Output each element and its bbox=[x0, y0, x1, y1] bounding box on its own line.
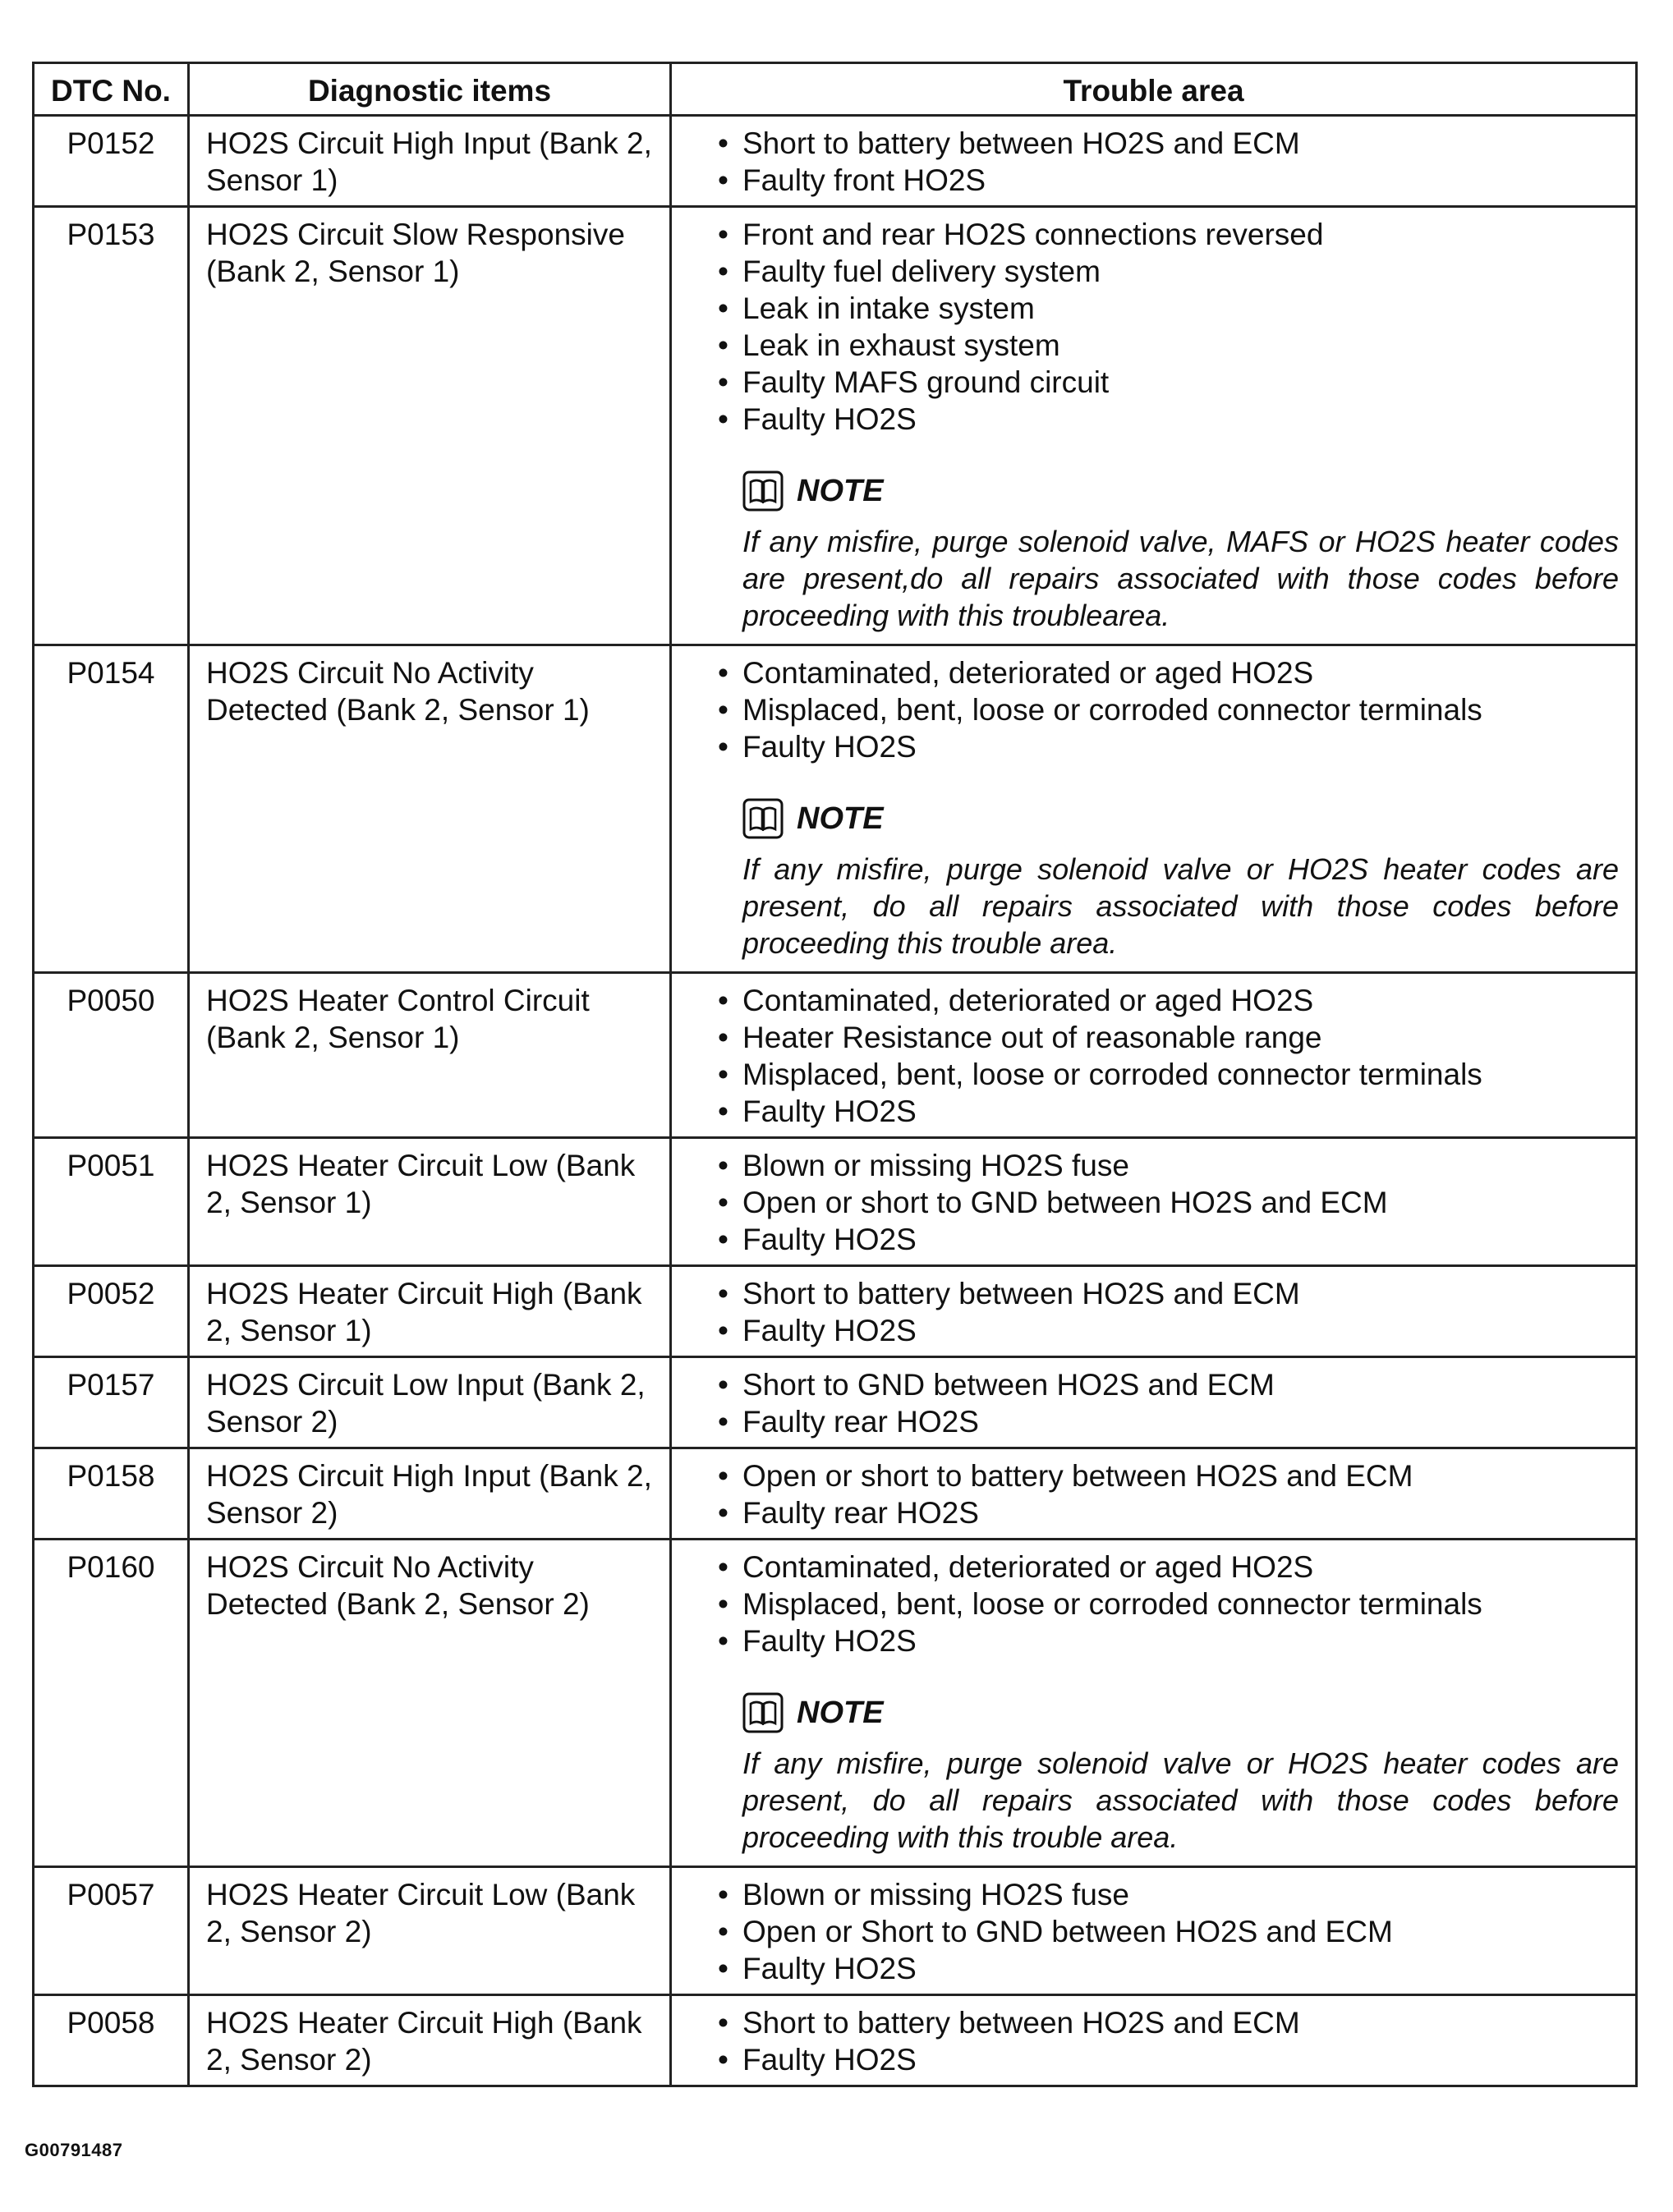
trouble-list bbox=[711, 982, 1619, 1130]
note-box bbox=[742, 798, 1619, 961]
diagnostic-item: HO2S Heater Control Circuit (Bank 2, Sensor 1) bbox=[189, 973, 671, 1138]
trouble-item: • Misplaced, bent, loose or corroded connector terminals bbox=[711, 691, 1619, 728]
table-row bbox=[34, 1138, 1637, 1266]
dtc-code: P0154 bbox=[34, 645, 189, 973]
trouble-item: • Contaminated, deteriorated or aged HO2S bbox=[711, 982, 1619, 1019]
trouble-item: • Faulty front HO2S bbox=[711, 162, 1619, 199]
note-text: If any misfire, purge solenoid valve or HO2S heater codes are present, do all repairs associated with those codes before proceeding this trouble area. bbox=[742, 852, 1619, 960]
header-row bbox=[34, 63, 1637, 116]
trouble-item: • Faulty HO2S bbox=[711, 1312, 1619, 1349]
trouble-item: • Open or short to GND between HO2S and ECM bbox=[711, 1184, 1619, 1221]
table-row bbox=[34, 645, 1637, 973]
trouble-area bbox=[671, 207, 1637, 645]
trouble-list bbox=[711, 125, 1619, 199]
table-row bbox=[34, 207, 1637, 645]
trouble-item: • Faulty MAFS ground circuit bbox=[711, 364, 1619, 401]
note-text: If any misfire, purge solenoid valve or HO2S heater codes are present, do all repairs associated with those codes before proceeding with this trouble area. bbox=[742, 1746, 1619, 1854]
trouble-item: • Faulty rear HO2S bbox=[711, 1403, 1619, 1440]
dtc-code: P0152 bbox=[34, 116, 189, 207]
trouble-list bbox=[711, 216, 1619, 438]
trouble-item: • Faulty fuel delivery system bbox=[711, 253, 1619, 290]
dtc-code: P0158 bbox=[34, 1448, 189, 1540]
trouble-list bbox=[711, 1366, 1619, 1440]
trouble-list bbox=[711, 1876, 1619, 1987]
table-row bbox=[34, 1867, 1637, 1995]
dtc-code: P0052 bbox=[34, 1266, 189, 1357]
note-title: NOTE bbox=[797, 474, 884, 508]
note-heading bbox=[742, 1692, 1619, 1733]
header-diagnostic-items: Diagnostic items bbox=[189, 63, 671, 116]
dtc-code: P0160 bbox=[34, 1540, 189, 1867]
trouble-area bbox=[671, 1540, 1637, 1867]
trouble-item: • Short to battery between HO2S and ECM bbox=[711, 125, 1619, 162]
diagnostic-item: HO2S Heater Circuit Low (Bank 2, Sensor 1) bbox=[189, 1138, 671, 1266]
dtc-code: P0157 bbox=[34, 1357, 189, 1448]
header-dtc-no: DTC No. bbox=[34, 63, 189, 116]
trouble-item: • Short to battery between HO2S and ECM bbox=[711, 2004, 1619, 2041]
trouble-item: • Faulty HO2S bbox=[711, 728, 1619, 765]
trouble-area bbox=[671, 973, 1637, 1138]
trouble-item: • Faulty HO2S bbox=[711, 1950, 1619, 1987]
trouble-area bbox=[671, 1138, 1637, 1266]
table-row bbox=[34, 1448, 1637, 1540]
dtc-code: P0058 bbox=[34, 1995, 189, 2086]
trouble-list bbox=[711, 654, 1619, 765]
trouble-list bbox=[711, 1549, 1619, 1659]
trouble-item: • Open or Short to GND between HO2S and ECM bbox=[711, 1913, 1619, 1950]
diagnostic-item: HO2S Circuit Slow Responsive (Bank 2, Sensor 1) bbox=[189, 207, 671, 645]
diagnostic-item: HO2S Circuit No Activity Detected (Bank 2, Sensor 2) bbox=[189, 1540, 671, 1867]
trouble-area bbox=[671, 1357, 1637, 1448]
trouble-item: • Contaminated, deteriorated or aged HO2S bbox=[711, 1549, 1619, 1586]
trouble-item: • Faulty HO2S bbox=[711, 1221, 1619, 1258]
note-box bbox=[742, 470, 1619, 634]
table-row bbox=[34, 1266, 1637, 1357]
note-title: NOTE bbox=[797, 801, 884, 836]
trouble-list bbox=[711, 1275, 1619, 1349]
trouble-area bbox=[671, 645, 1637, 973]
note-heading bbox=[742, 470, 1619, 512]
trouble-item: • Leak in exhaust system bbox=[711, 327, 1619, 364]
trouble-item: • Leak in intake system bbox=[711, 290, 1619, 327]
trouble-item: • Short to battery between HO2S and ECM bbox=[711, 1275, 1619, 1312]
trouble-area bbox=[671, 1448, 1637, 1540]
trouble-item: • Faulty HO2S bbox=[711, 1622, 1619, 1659]
dtc-code: P0051 bbox=[34, 1138, 189, 1266]
trouble-item: • Contaminated, deteriorated or aged HO2S bbox=[711, 654, 1619, 691]
trouble-item: • Short to GND between HO2S and ECM bbox=[711, 1366, 1619, 1403]
table-row bbox=[34, 1357, 1637, 1448]
trouble-item: • Misplaced, bent, loose or corroded connector terminals bbox=[711, 1056, 1619, 1093]
diagnostic-item: HO2S Circuit Low Input (Bank 2, Sensor 2) bbox=[189, 1357, 671, 1448]
note-text: If any misfire, purge solenoid valve, MAFS or HO2S heater codes are present,do all repairs associated with those codes before proceeding with this troublearea. bbox=[742, 525, 1619, 632]
trouble-item: • Faulty HO2S bbox=[711, 401, 1619, 438]
image-code: G00791487 bbox=[25, 2140, 123, 2160]
trouble-list bbox=[711, 2004, 1619, 2078]
table-row bbox=[34, 1995, 1637, 2086]
trouble-item: • Blown or missing HO2S fuse bbox=[711, 1876, 1619, 1913]
manual-book-icon bbox=[742, 1692, 784, 1733]
table-row bbox=[34, 1540, 1637, 1867]
manual-book-icon bbox=[742, 798, 784, 839]
table-row bbox=[34, 973, 1637, 1138]
trouble-area bbox=[671, 1867, 1637, 1995]
trouble-item: • Misplaced, bent, loose or corroded connector terminals bbox=[711, 1586, 1619, 1622]
trouble-item: • Blown or missing HO2S fuse bbox=[711, 1147, 1619, 1184]
diagnostic-item: HO2S Heater Circuit High (Bank 2, Sensor 1) bbox=[189, 1266, 671, 1357]
trouble-area bbox=[671, 116, 1637, 207]
table-row bbox=[34, 116, 1637, 207]
trouble-area bbox=[671, 1995, 1637, 2086]
header-trouble-area: Trouble area bbox=[671, 63, 1637, 116]
trouble-item: • Faulty rear HO2S bbox=[711, 1494, 1619, 1531]
diagnostic-item: HO2S Circuit No Activity Detected (Bank 2, Sensor 1) bbox=[189, 645, 671, 973]
trouble-list bbox=[711, 1147, 1619, 1258]
diagnostic-item: HO2S Circuit High Input (Bank 2, Sensor 2) bbox=[189, 1448, 671, 1540]
dtc-code: P0153 bbox=[34, 207, 189, 645]
diagnostic-item: HO2S Heater Circuit High (Bank 2, Sensor 2) bbox=[189, 1995, 671, 2086]
note-title: NOTE bbox=[797, 1696, 884, 1730]
manual-book-icon bbox=[742, 470, 784, 512]
trouble-item: • Front and rear HO2S connections reversed bbox=[711, 216, 1619, 253]
dtc-code: P0050 bbox=[34, 973, 189, 1138]
note-heading bbox=[742, 798, 1619, 839]
trouble-item: • Faulty HO2S bbox=[711, 2041, 1619, 2078]
trouble-area bbox=[671, 1266, 1637, 1357]
trouble-list bbox=[711, 1457, 1619, 1531]
note-box bbox=[742, 1692, 1619, 1856]
diagnostic-item: HO2S Circuit High Input (Bank 2, Sensor 1) bbox=[189, 116, 671, 207]
dtc-table bbox=[32, 62, 1638, 2087]
diagnostic-item: HO2S Heater Circuit Low (Bank 2, Sensor 2) bbox=[189, 1867, 671, 1995]
trouble-item: • Open or short to battery between HO2S and ECM bbox=[711, 1457, 1619, 1494]
trouble-item: • Heater Resistance out of reasonable range bbox=[711, 1019, 1619, 1056]
trouble-item: • Faulty HO2S bbox=[711, 1093, 1619, 1130]
dtc-code: P0057 bbox=[34, 1867, 189, 1995]
